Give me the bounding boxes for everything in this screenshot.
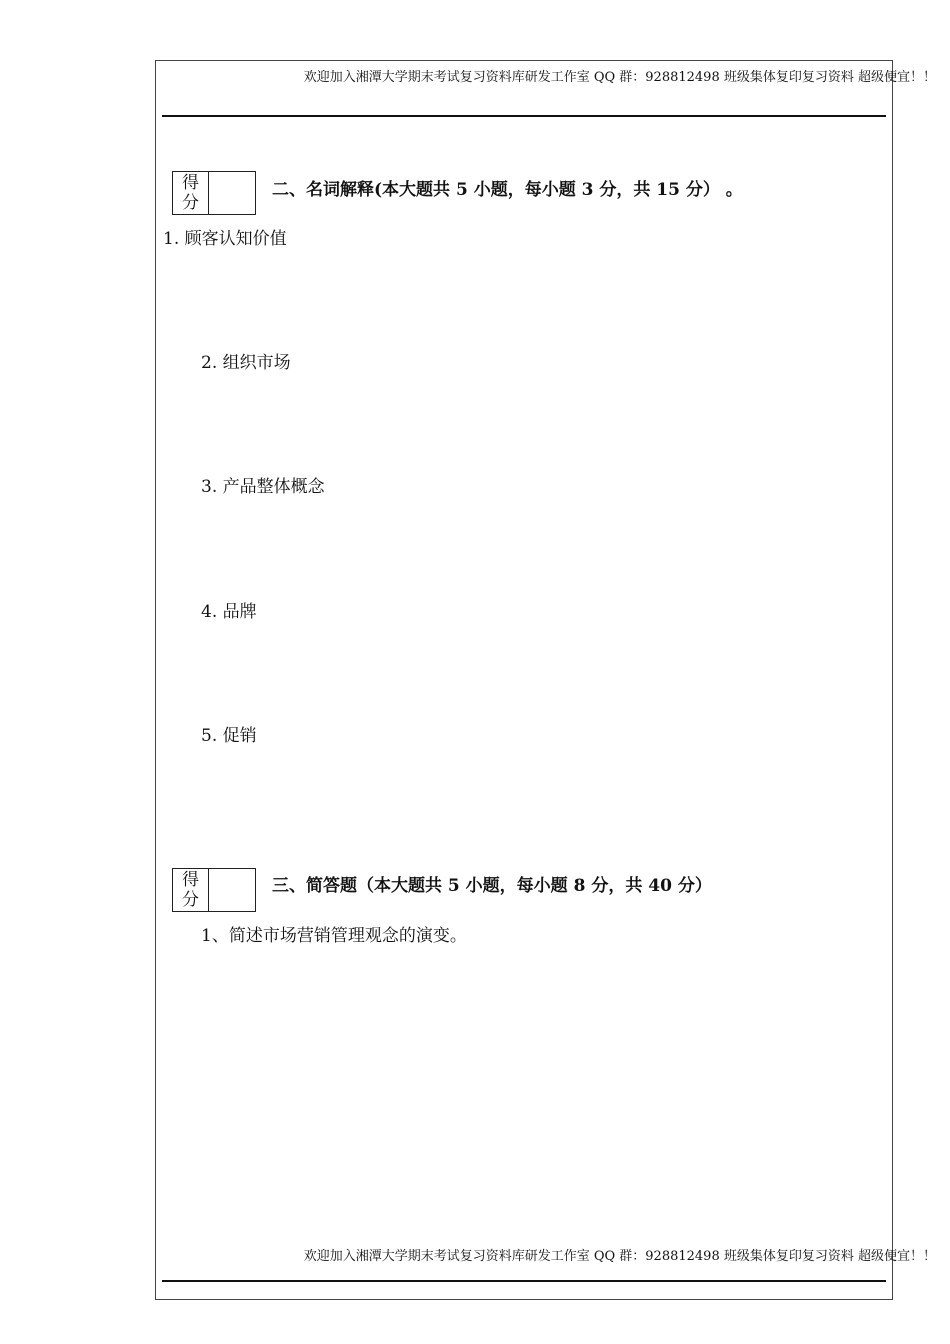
section-title: 三、简答题（本大题共 5 小题，每小题 8 分，共 40 分）: [272, 876, 712, 896]
score-blank: [209, 869, 255, 911]
header-rule: [162, 115, 886, 117]
footer-rule: [162, 1280, 886, 1282]
header-note: 欢迎加入湘潭大学期末考试复习资料库研发工作室 QQ 群：928812498 班级集体复印复习资料 超级便宜！！: [303, 70, 936, 85]
term-item: 4. 品牌: [201, 602, 257, 622]
section-title: 二、名词解释(本大题共 5 小题，每小题 3 分，共 15 分） 。: [272, 180, 743, 200]
term-item: 3. 产品整体概念: [201, 477, 325, 497]
footer-note: 欢迎加入湘潭大学期末考试复习资料库研发工作室 QQ 群：928812498 班级集体复印复习资料 超级便宜！！: [303, 1249, 936, 1264]
score-label: 得 分: [173, 172, 209, 214]
score-box: [172, 868, 256, 912]
score-label: 得 分: [173, 869, 209, 911]
term-item: 1. 顾客认知价值: [163, 229, 287, 249]
score-blank: [209, 172, 255, 214]
term-item: 5. 促销: [201, 726, 257, 746]
question-item: 1、简述市场营销管理观念的演变。: [201, 926, 467, 946]
term-item: 2. 组织市场: [201, 353, 291, 373]
score-box: [172, 171, 256, 215]
